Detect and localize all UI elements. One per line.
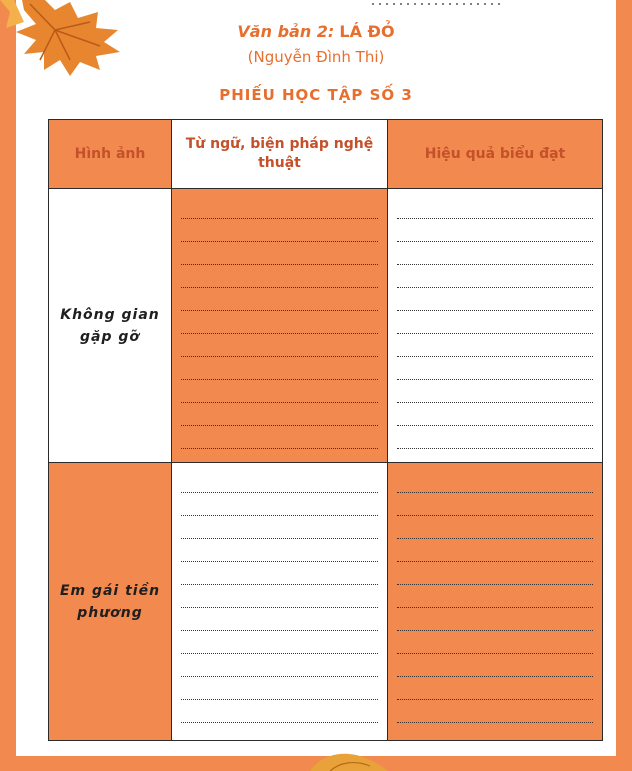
row-label-line: phương	[77, 604, 143, 621]
answer-cell-words[interactable]	[172, 463, 388, 741]
table-header-row	[49, 120, 603, 189]
decorative-dots	[372, 2, 502, 6]
row-label-line: Không gian	[60, 306, 160, 323]
text-label: Văn bản 2:	[237, 22, 335, 41]
table-row	[49, 189, 603, 463]
row-label-line: Em gái tiền	[59, 582, 161, 599]
worksheet-table	[48, 119, 603, 741]
column-header-image: Hình ảnh	[49, 120, 172, 189]
text-name: LÁ ĐỎ	[339, 22, 395, 41]
answer-cell-words[interactable]	[172, 189, 388, 463]
author-name: (Nguyễn Đình Thi)	[247, 48, 385, 66]
table-row	[49, 463, 603, 741]
text-title	[0, 22, 632, 41]
column-header-words-techniques: Từ ngữ, biện pháp nghệ thuật	[172, 120, 388, 189]
row-label-line: gặp gỡ	[79, 328, 140, 345]
row-label-frontline-sister	[49, 463, 172, 741]
autumn-leaf-bottom-icon	[300, 752, 390, 771]
row-label-meeting-space	[49, 189, 172, 463]
worksheet-title: PHIẾU HỌC TẬP SỐ 3	[219, 86, 413, 104]
answer-cell-effect[interactable]	[388, 463, 603, 741]
answer-cell-effect[interactable]	[388, 189, 603, 463]
column-header-expressive-effect: Hiệu quả biểu đạt	[388, 120, 603, 189]
